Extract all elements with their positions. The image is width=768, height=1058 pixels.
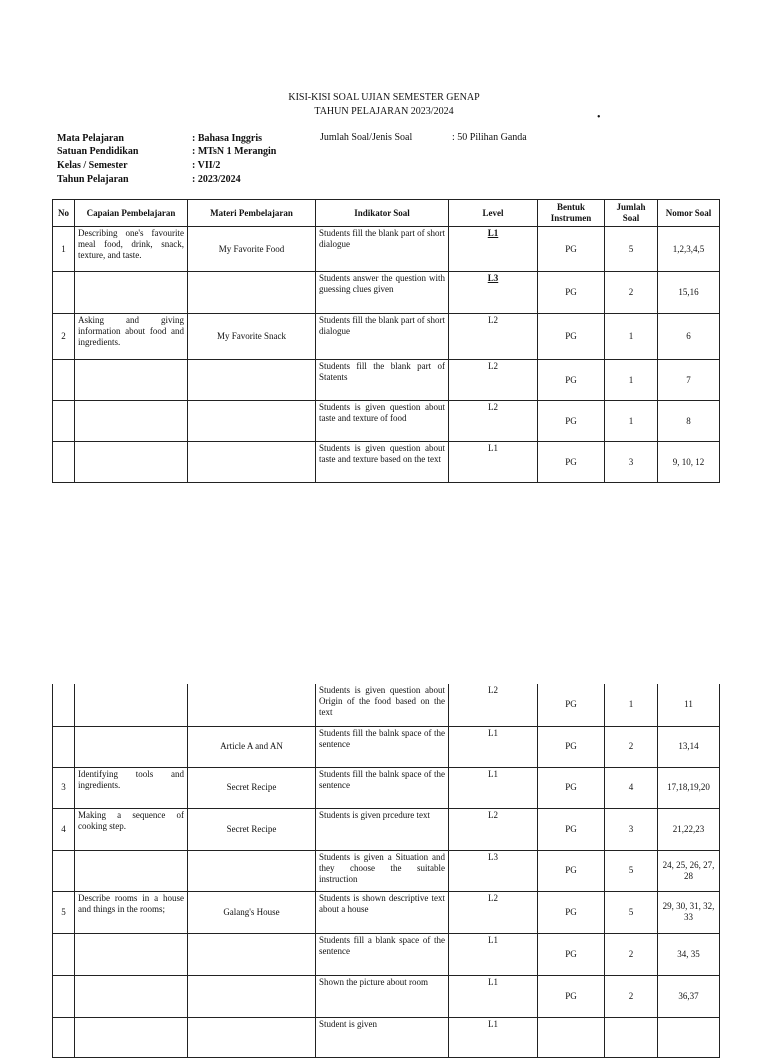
header-materi: Materi Pembelajaran [188,200,316,227]
cell-jumlah: 5 [605,850,658,891]
cell-capaian [75,975,188,1017]
cell-capaian [75,684,188,726]
cell-nomor: 17,18,19,20 [658,767,720,808]
cell-no [53,975,75,1017]
header-capaian: Capaian Pembelajaran [75,200,188,227]
cell-materi [188,401,316,442]
cell-materi [188,975,316,1017]
cell-nomor: 24, 25, 26, 27, 28 [658,850,720,891]
table-row [53,314,720,360]
cell-indikator: Students fill a blank space of the sentence [316,933,449,975]
cell-jumlah: 2 [605,975,658,1017]
cell-capaian [75,442,188,483]
cell-level: L3 [449,850,538,891]
cell-indikator: Students is shown descriptive text about a house [316,891,449,933]
cell-jumlah: 4 [605,767,658,808]
kelas-label: Kelas / Semester [57,160,128,171]
cell-bentuk: PG [538,726,605,767]
cell-capaian [75,401,188,442]
cell-indikator: Students fill the balnk space of the sentence [316,767,449,808]
cell-materi: Galang's House [188,891,316,933]
cell-nomor: 13,14 [658,726,720,767]
cell-indikator: Students is given question about Origin of the food based on the text [316,684,449,726]
mapel-label: Mata Pelajaran [57,133,124,144]
kisi-table-part2 [52,684,720,1058]
cell-indikator: Students is given prcedure text [316,808,449,850]
cell-nomor: 15,16 [658,272,720,314]
doc-subtitle: TAHUN PELAJARAN 2023/2024 [314,106,454,117]
cell-materi: My Favorite Snack [188,314,316,360]
cell-capaian [75,726,188,767]
cell-bentuk [538,1017,605,1057]
doc-title: KISI-KISI SOAL UJIAN SEMESTER GENAP [288,92,480,103]
cell-nomor: 11 [658,684,720,726]
header-row [53,200,720,227]
table-row [53,808,720,850]
cell-no: 5 [53,891,75,933]
cell-level: L2 [449,808,538,850]
cell-bentuk: PG [538,272,605,314]
cell-indikator: Students fill the blank part of short dialogue [316,314,449,360]
table-row [53,975,720,1017]
table-row [53,684,720,726]
cell-jumlah: 1 [605,314,658,360]
table-row [53,1017,720,1057]
cell-level: L1 [449,975,538,1017]
cell-indikator: Students answer the question with guessing clues given [316,272,449,314]
cell-capaian: Describe rooms in a house and things in the rooms; [75,891,188,933]
cell-bentuk: PG [538,975,605,1017]
header-no: No [53,200,75,227]
cell-no: 2 [53,314,75,360]
cell-materi: Article A and AN [188,726,316,767]
stray-dot: • [597,112,601,123]
cell-capaian [75,272,188,314]
cell-indikator: Students is given question about taste and texture of food [316,401,449,442]
table-row [53,442,720,483]
cell-bentuk: PG [538,401,605,442]
table-row [53,767,720,808]
cell-bentuk: PG [538,850,605,891]
cell-jumlah: 1 [605,401,658,442]
cell-level: L2 [449,360,538,401]
table-row [53,726,720,767]
cell-indikator: Students is given a Situation and they choose the suitable instruction [316,850,449,891]
cell-materi [188,684,316,726]
cell-level: L1 [449,442,538,483]
cell-bentuk: PG [538,314,605,360]
cell-no [53,726,75,767]
cell-capaian: Identifying tools and ingredients. [75,767,188,808]
cell-bentuk: PG [538,891,605,933]
cell-materi: Secret Recipe [188,767,316,808]
cell-capaian [75,933,188,975]
cell-no [53,401,75,442]
jumlah-value: : 50 Pilihan Ganda [452,132,527,143]
cell-jumlah: 5 [605,891,658,933]
kisi-table-part1 [52,199,720,483]
cell-level: L2 [449,684,538,726]
cell-materi [188,933,316,975]
cell-materi [188,850,316,891]
cell-bentuk: PG [538,360,605,401]
cell-capaian [75,1017,188,1057]
cell-level: L2 [449,401,538,442]
satuan-value: : MTsN 1 Merangin [192,146,277,157]
cell-indikator: Shown the picture about room [316,975,449,1017]
cell-bentuk: PG [538,933,605,975]
cell-capaian [75,850,188,891]
cell-nomor: 34, 35 [658,933,720,975]
cell-jumlah: 5 [605,227,658,272]
cell-materi [188,442,316,483]
tahun-label: Tahun Pelajaran [57,174,129,185]
table-row [53,850,720,891]
cell-no [53,684,75,726]
cell-capaian: Asking and giving information about food and ingredients. [75,314,188,360]
cell-jumlah: 2 [605,933,658,975]
cell-jumlah: 1 [605,684,658,726]
cell-indikator: Students fill the blank part of short dialogue [316,227,449,272]
table-row [53,933,720,975]
cell-nomor: 21,22,23 [658,808,720,850]
cell-level: L1 [449,227,538,272]
header-jumlah: Jumlah Soal [605,200,658,227]
cell-jumlah: 1 [605,360,658,401]
cell-level: L1 [449,1017,538,1057]
cell-nomor: 36,37 [658,975,720,1017]
cell-no: 3 [53,767,75,808]
cell-materi: Secret Recipe [188,808,316,850]
cell-jumlah: 2 [605,272,658,314]
cell-nomor: 8 [658,401,720,442]
cell-nomor: 7 [658,360,720,401]
jumlah-label: Jumlah Soal/Jenis Soal [320,132,413,143]
cell-level: L1 [449,726,538,767]
cell-jumlah: 3 [605,442,658,483]
cell-bentuk: PG [538,227,605,272]
satuan-label: Satuan Pendidikan [57,146,139,157]
table-row [53,227,720,272]
cell-jumlah: 2 [605,726,658,767]
cell-indikator: Students fill the balnk space of the sentence [316,726,449,767]
cell-nomor: 1,2,3,4,5 [658,227,720,272]
table-row [53,401,720,442]
table-row [53,891,720,933]
cell-level: L2 [449,314,538,360]
cell-indikator: Student is given [316,1017,449,1057]
cell-no [53,442,75,483]
cell-no [53,1017,75,1057]
cell-bentuk: PG [538,767,605,808]
cell-no: 4 [53,808,75,850]
cell-nomor: 6 [658,314,720,360]
cell-capaian [75,360,188,401]
cell-materi: My Favorite Food [188,227,316,272]
tahun-value: : 2023/2024 [192,174,241,185]
cell-indikator: Students is given question about taste and texture based on the text [316,442,449,483]
header-nomor: Nomor Soal [658,200,720,227]
cell-level: L1 [449,933,538,975]
cell-jumlah [605,1017,658,1057]
cell-indikator: Students fill the blank part of Statents [316,360,449,401]
header-indikator: Indikator Soal [316,200,449,227]
cell-materi [188,1017,316,1057]
cell-nomor [658,1017,720,1057]
cell-level: L1 [449,767,538,808]
cell-bentuk: PG [538,684,605,726]
cell-jumlah: 3 [605,808,658,850]
cell-materi [188,272,316,314]
cell-no [53,933,75,975]
cell-no [53,360,75,401]
cell-nomor: 9, 10, 12 [658,442,720,483]
cell-no [53,272,75,314]
header-bentuk: Bentuk Instrumen [538,200,605,227]
cell-materi [188,360,316,401]
cell-no [53,850,75,891]
cell-no: 1 [53,227,75,272]
cell-level: L2 [449,891,538,933]
mapel-value: : Bahasa Inggris [192,133,263,144]
cell-nomor: 29, 30, 31, 32, 33 [658,891,720,933]
cell-bentuk: PG [538,808,605,850]
cell-capaian: Describing one's favourite meal food, drink, snack, texture, and taste. [75,227,188,272]
cell-level: L3 [449,272,538,314]
cell-capaian: Making a sequence of cooking step. [75,808,188,850]
table-row [53,272,720,314]
cell-bentuk: PG [538,442,605,483]
table-row [53,360,720,401]
header-level: Level [449,200,538,227]
kelas-value: : VII/2 [192,160,221,171]
